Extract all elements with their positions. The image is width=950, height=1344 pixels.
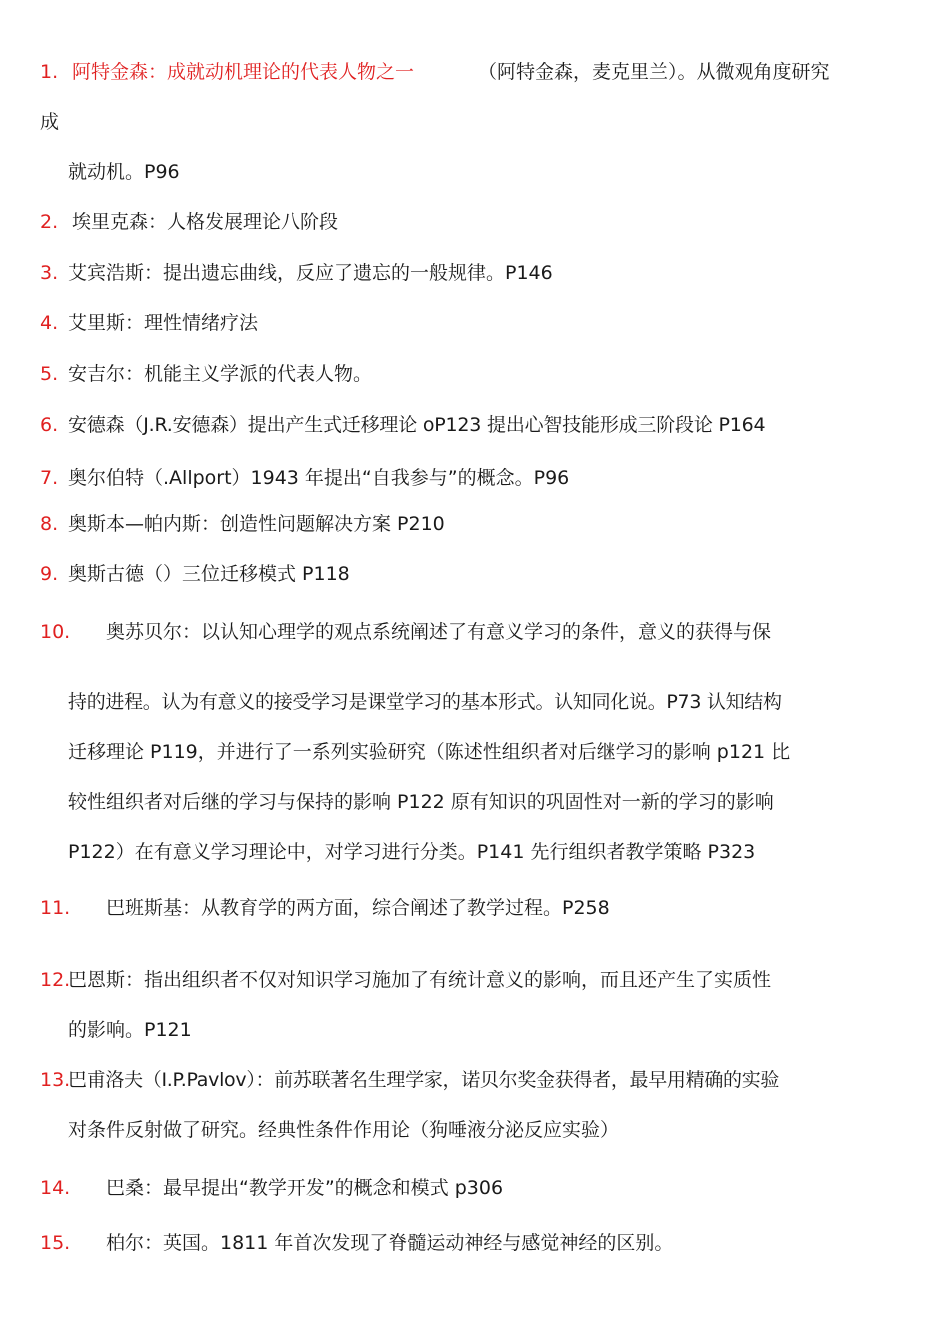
item-number: 2. xyxy=(40,211,59,233)
item-text: 巴恩斯：指出组织者不仅对知识学习施加了有统计意义的影响，而且还产生了实质性 xyxy=(68,969,772,991)
item-1-text: 成 xyxy=(40,111,60,133)
item-text: 奥苏贝尔：以认知心理学的观点系统阐述了有意义学习的条件，意义的获得与保 xyxy=(106,621,772,643)
item-number: 12. xyxy=(40,969,71,991)
item-text: 奥斯古德（）三位迁移模式 P118 xyxy=(68,563,350,585)
item-text: P122）在有意义学习理论中，对学习进行分类。P141 先行组织者教学策略 P323 xyxy=(68,841,756,863)
item-number: 14. xyxy=(40,1177,71,1199)
item-text: 巴甫洛夫（I.P.Pavlov）：前苏联著名生理学家，诺贝尔奖金获得者，最早用精确的实验 xyxy=(68,1069,780,1091)
item-number: 4. xyxy=(40,312,59,334)
item-text: 巴桑：最早提出“教学开发”的概念和模式 p306 xyxy=(106,1177,504,1199)
item-text: 艾宾浩斯：提出遗忘曲线，反应了遗忘的一般规律。P146 xyxy=(68,262,553,284)
item-1-text: （阿特金森，麦克里兰）。从微观角度研究 xyxy=(478,61,830,83)
item-number: 10. xyxy=(40,621,71,643)
item-number: 15. xyxy=(40,1232,71,1254)
item-text: 柏尔：英国。1811 年首次发现了脊髓运动神经与感觉神经的区别。 xyxy=(106,1232,674,1254)
item-number: 7. xyxy=(40,467,59,489)
item-text: 安德森（J.R.安德森）提出产生式迁移理论 oP123 提出心智技能形成三阶段论 P164 xyxy=(68,414,766,436)
item-number: 8. xyxy=(40,513,59,535)
item-text: 较性组织者对后继的学习与保持的影响 P122 原有知识的巩固性对一新的学习的影响 xyxy=(68,791,774,813)
item-text: 对条件反射做了研究。经典性条件作用论（狗唾液分泌反应实验） xyxy=(68,1119,620,1141)
item-number: 13. xyxy=(40,1069,71,1091)
item-number: 9. xyxy=(40,563,59,585)
item-text: 埃里克森：人格发展理论八阶段 xyxy=(72,211,339,233)
item-text: 巴班斯基：从教育学的两方面，综合阐述了教学过程。P258 xyxy=(106,897,610,919)
item-number: 5. xyxy=(40,363,59,385)
item-text: 安吉尔：机能主义学派的代表人物。 xyxy=(68,363,373,385)
item-number: 6. xyxy=(40,414,59,436)
item-1-highlight: 阿特金森：成就动机理论的代表人物之一 xyxy=(72,61,415,83)
item-text: 迁移理论 P119，并进行了一系列实验研究（陈述性组织者对后继学习的影响 p121 比 xyxy=(68,741,791,763)
item-number: 3. xyxy=(40,262,59,284)
item-text: 的影响。P121 xyxy=(68,1019,192,1041)
item-number: 11. xyxy=(40,897,71,919)
item-text: 艾里斯：理性情绪疗法 xyxy=(68,312,259,334)
item-text: 奥尔伯特（.Allport）1943 年提出“自我参与”的概念。P96 xyxy=(68,467,570,489)
item-1-text: 就动机。P96 xyxy=(68,161,180,183)
item-text: 持的进程。认为有意义的接受学习是课堂学习的基本形式。认知同化说。P73 认知结构 xyxy=(68,691,782,713)
item-number: 1. xyxy=(40,61,59,83)
item-text: 奥斯本—帕内斯：创造性问题解决方案 P210 xyxy=(68,513,445,535)
